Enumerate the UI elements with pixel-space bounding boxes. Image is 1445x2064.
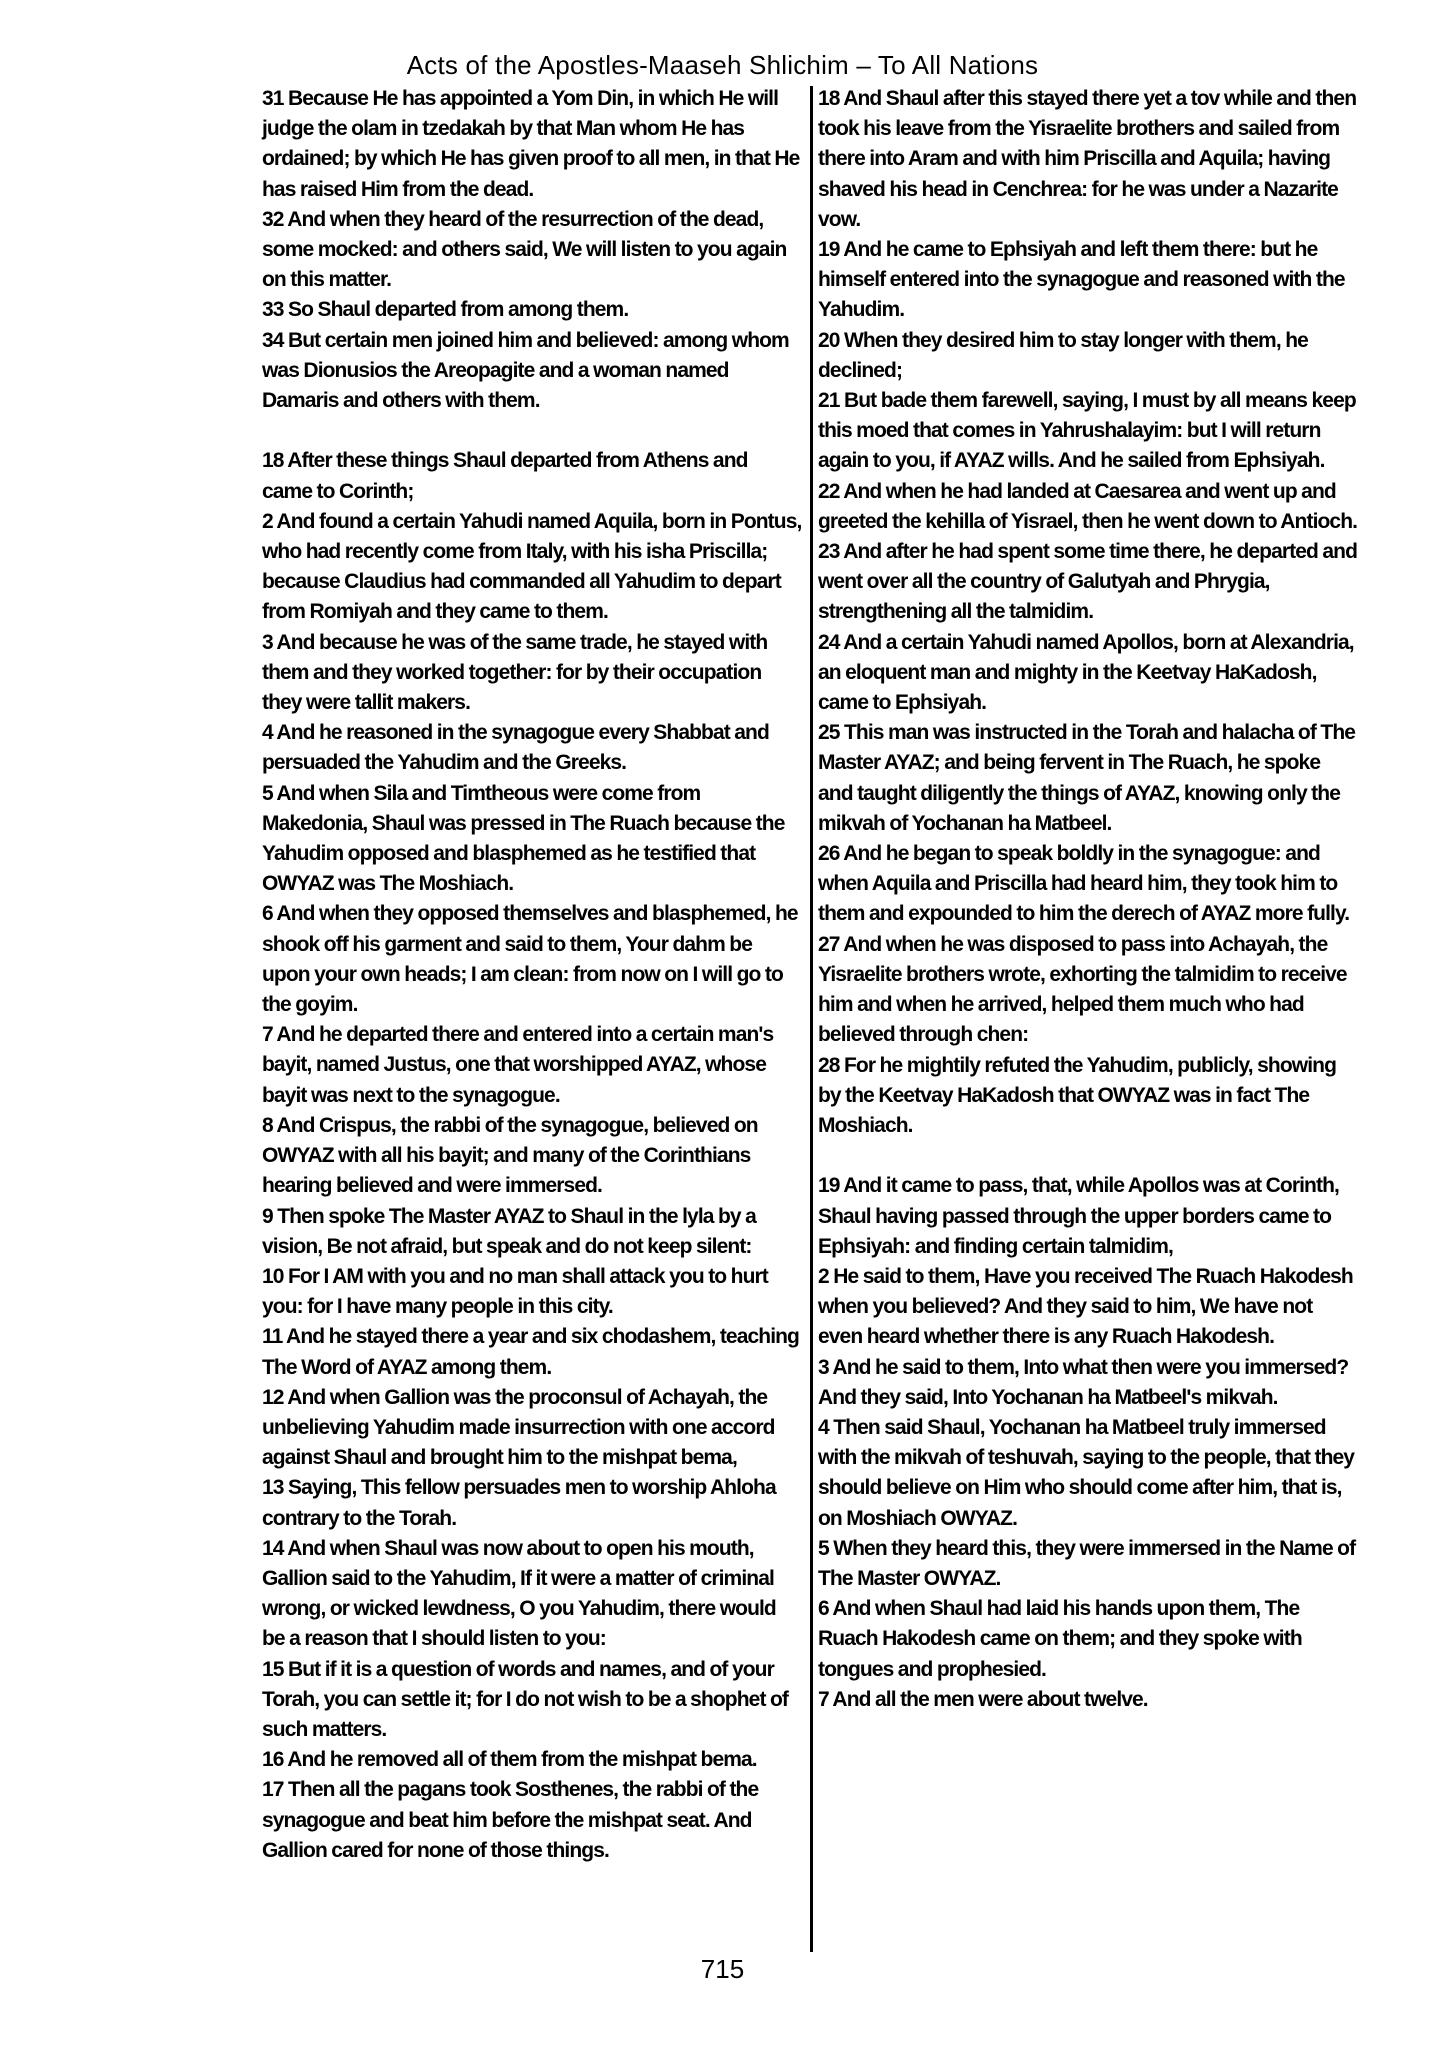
verse: 2 He said to them, Have you received The Ruach Hakodesh when you believed? And they said to him, We have not even heard whether there is any Ruach Hakodesh. <box>818 1264 1353 1349</box>
verse: 28 For he mightily refuted the Yahudim, publicly, showing by the Keetvay HaKadosh that OWYAZ was in fact The Moshiach. <box>818 1053 1336 1137</box>
page-title: Acts of the Apostles-Maaseh Shlichim – To All Nations <box>406 50 1039 80</box>
verse: 15 But if it is a question of words and names, and of your Torah, you can settle it; for I do not wish to be a shophet of such matters. <box>262 1657 788 1741</box>
page-number: 715 <box>700 1954 745 1984</box>
verse: 4 And he reasoned in the synagogue every Shabbat and persuaded the Yahudim and the Greeks. <box>262 721 769 775</box>
verse: 25 This man was instructed in the Torah and halacha of The Master AYAZ; and being fervent in The Ruach, he spoke and taught diligently the things of AYAZ, knowing only the mikvah of Yochanan ha Matbeel. <box>818 721 1356 835</box>
verse: 9 Then spoke The Master AYAZ to Shaul in the lyla by a vision, Be not afraid, but speak and do not keep silent: <box>262 1204 756 1258</box>
verse: 2 And found a certain Yahudi named Aquila, born in Pontus, who had recently come from Italy, with his isha Priscilla; because Claudius had commanded all Yahudim to depart from Romiyah and they came to them. <box>262 509 802 624</box>
chapter-start-verse: 19 And it came to pass, that, while Apollos was at Corinth, Shaul having passed through the upper borders came to Ephsiyah: and finding certain talmidim, <box>818 1174 1339 1258</box>
verse: 24 And a certain Yahudi named Apollos, born at Alexandria, an eloquent man and mighty in the Keetvay HaKadosh, came to Ephsiyah. <box>818 630 1354 715</box>
verse: 32 And when they heard of the resurrection of the dead, some mocked: and others said, We will listen to you again on this matter. <box>262 207 787 292</box>
verse: 10 For I AM with you and no man shall attack you to hurt you: for I have many people in this city. <box>262 1264 768 1319</box>
verse: 16 And he removed all of them from the mishpat bema. <box>262 1748 757 1772</box>
paragraph-gap <box>262 416 802 446</box>
verse: 3 And because he was of the same trade, he stayed with them and they worked together: for by their occupation they were tallit makers. <box>262 630 768 715</box>
verse: 6 And when they opposed themselves and blasphemed, he shook off his garment and said to them, Your dahm be upon your own heads; I am clean: from now on I will go to the goyim. <box>262 902 798 1017</box>
verse: 17 Then all the pagans took Sosthenes, the rabbi of the synagogue and beat him before the mishpat seat. And Gallion cared for none of those things. <box>262 1778 759 1862</box>
verse: 4 Then said Shaul, Yochanan ha Matbeel truly immersed with the mikvah of teshuvah, saying to the people, that they should believe on Him who should come after him, that is, on Moshiach OWYAZ. <box>818 1415 1355 1530</box>
verse: 7 And he departed there and entered into a certain man's bayit, named Justus, one that worshipped AYAZ, whose bayit was next to the synagogue. <box>262 1023 774 1107</box>
column-divider <box>810 86 813 1952</box>
right-column <box>818 84 1358 1715</box>
verse: 3 And he said to them, Into what then were you immersed? And they said, Into Yochanan ha Matbeel's mikvah. <box>818 1355 1349 1409</box>
verse: 6 And when Shaul had laid his hands upon them, The Ruach Hakodesh came on them; and they spoke with tongues and prophesied. <box>818 1597 1302 1681</box>
verse: 5 When they heard this, they were immersed in the Name of The Master OWYAZ. <box>818 1536 1356 1590</box>
paragraph-gap <box>818 1141 1358 1171</box>
verse: 11 And he stayed there a year and six chodashem, teaching The Word of AYAZ among them. <box>262 1325 799 1379</box>
verse: 7 And all the men were about twelve. <box>818 1687 1148 1711</box>
verse: 14 And when Shaul was now about to open his mouth, Gallion said to the Yahudim, If it were a matter of criminal wrong, or wicked lewdness, O you Yahudim, there would be a reason that I should listen to you: <box>262 1536 776 1651</box>
verse: 23 And after he had spent some time there, he departed and went over all the country of Galutyah and Phrygia, strengthening all the talmidim. <box>818 540 1357 624</box>
verse: 21 But bade them farewell, saying, I must by all means keep this moed that comes in Yahrushalayim: but I will return again to you, if AYAZ wills. And he sailed from Ephsiyah. <box>818 389 1356 473</box>
chapter-start-verse: 18 After these things Shaul departed from Athens and came to Corinth; <box>262 449 748 503</box>
verse: 8 And Crispus, the rabbi of the synagogue, believed on OWYAZ with all his bayit; and many of the Corinthians hearing believed and were immersed. <box>262 1113 758 1198</box>
verse: 13 Saying, This fellow persuades men to worship Ahloha contrary to the Torah. <box>262 1476 776 1530</box>
verse: 27 And when he was disposed to pass into Achayah, the Yisraelite brothers wrote, exhorting the talmidim to receive him and when he arrived, helped them much who had believed through chen: <box>818 932 1347 1047</box>
left-column <box>262 84 802 1866</box>
verse: 19 And he came to Ephsiyah and left them there: but he himself entered into the synagogue and reasoned with the Yahudim. <box>818 238 1345 322</box>
verse: 22 And when he had landed at Caesarea and went up and greeted the kehilla of Yisrael, then he went down to Antioch. <box>818 479 1358 533</box>
verse: 34 But certain men joined him and believed: among whom was Dionusios the Areopagite and a woman named Damaris and others with them. <box>262 328 789 413</box>
verse: 31 Because He has appointed a Yom Din, in which He will judge the olam in tzedakah by that Man whom He has ordained; by which He has given proof to all men, in that He has raised Him from the dead. <box>262 87 800 201</box>
verse: 26 And he began to speak boldly in the synagogue: and when Aquila and Priscilla had heard him, they took him to them and expounded to him the derech of AYAZ more fully. <box>818 842 1350 926</box>
verse: 33 So Shaul departed from among them. <box>262 298 629 322</box>
verse: 12 And when Gallion was the proconsul of Achayah, the unbelieving Yahudim made insurrection with one accord against Shaul and brought him to the mishpat bema, <box>262 1385 775 1470</box>
verse: 20 When they desired him to stay longer with them, he declined; <box>818 328 1308 382</box>
verse: 5 And when Sila and Timtheous were come from Makedonia, Shaul was pressed in The Ruach because the Yahudim opposed and blasphemed as he testified that OWYAZ was The Moshiach. <box>262 781 785 896</box>
verse: 18 And Shaul after this stayed there yet a tov while and then took his leave from the Yisraelite brothers and sailed from there into Aram and with him Priscilla and Aquila; having shaved his head in Cenchrea: for he was under a Nazarite vow. <box>818 87 1357 231</box>
